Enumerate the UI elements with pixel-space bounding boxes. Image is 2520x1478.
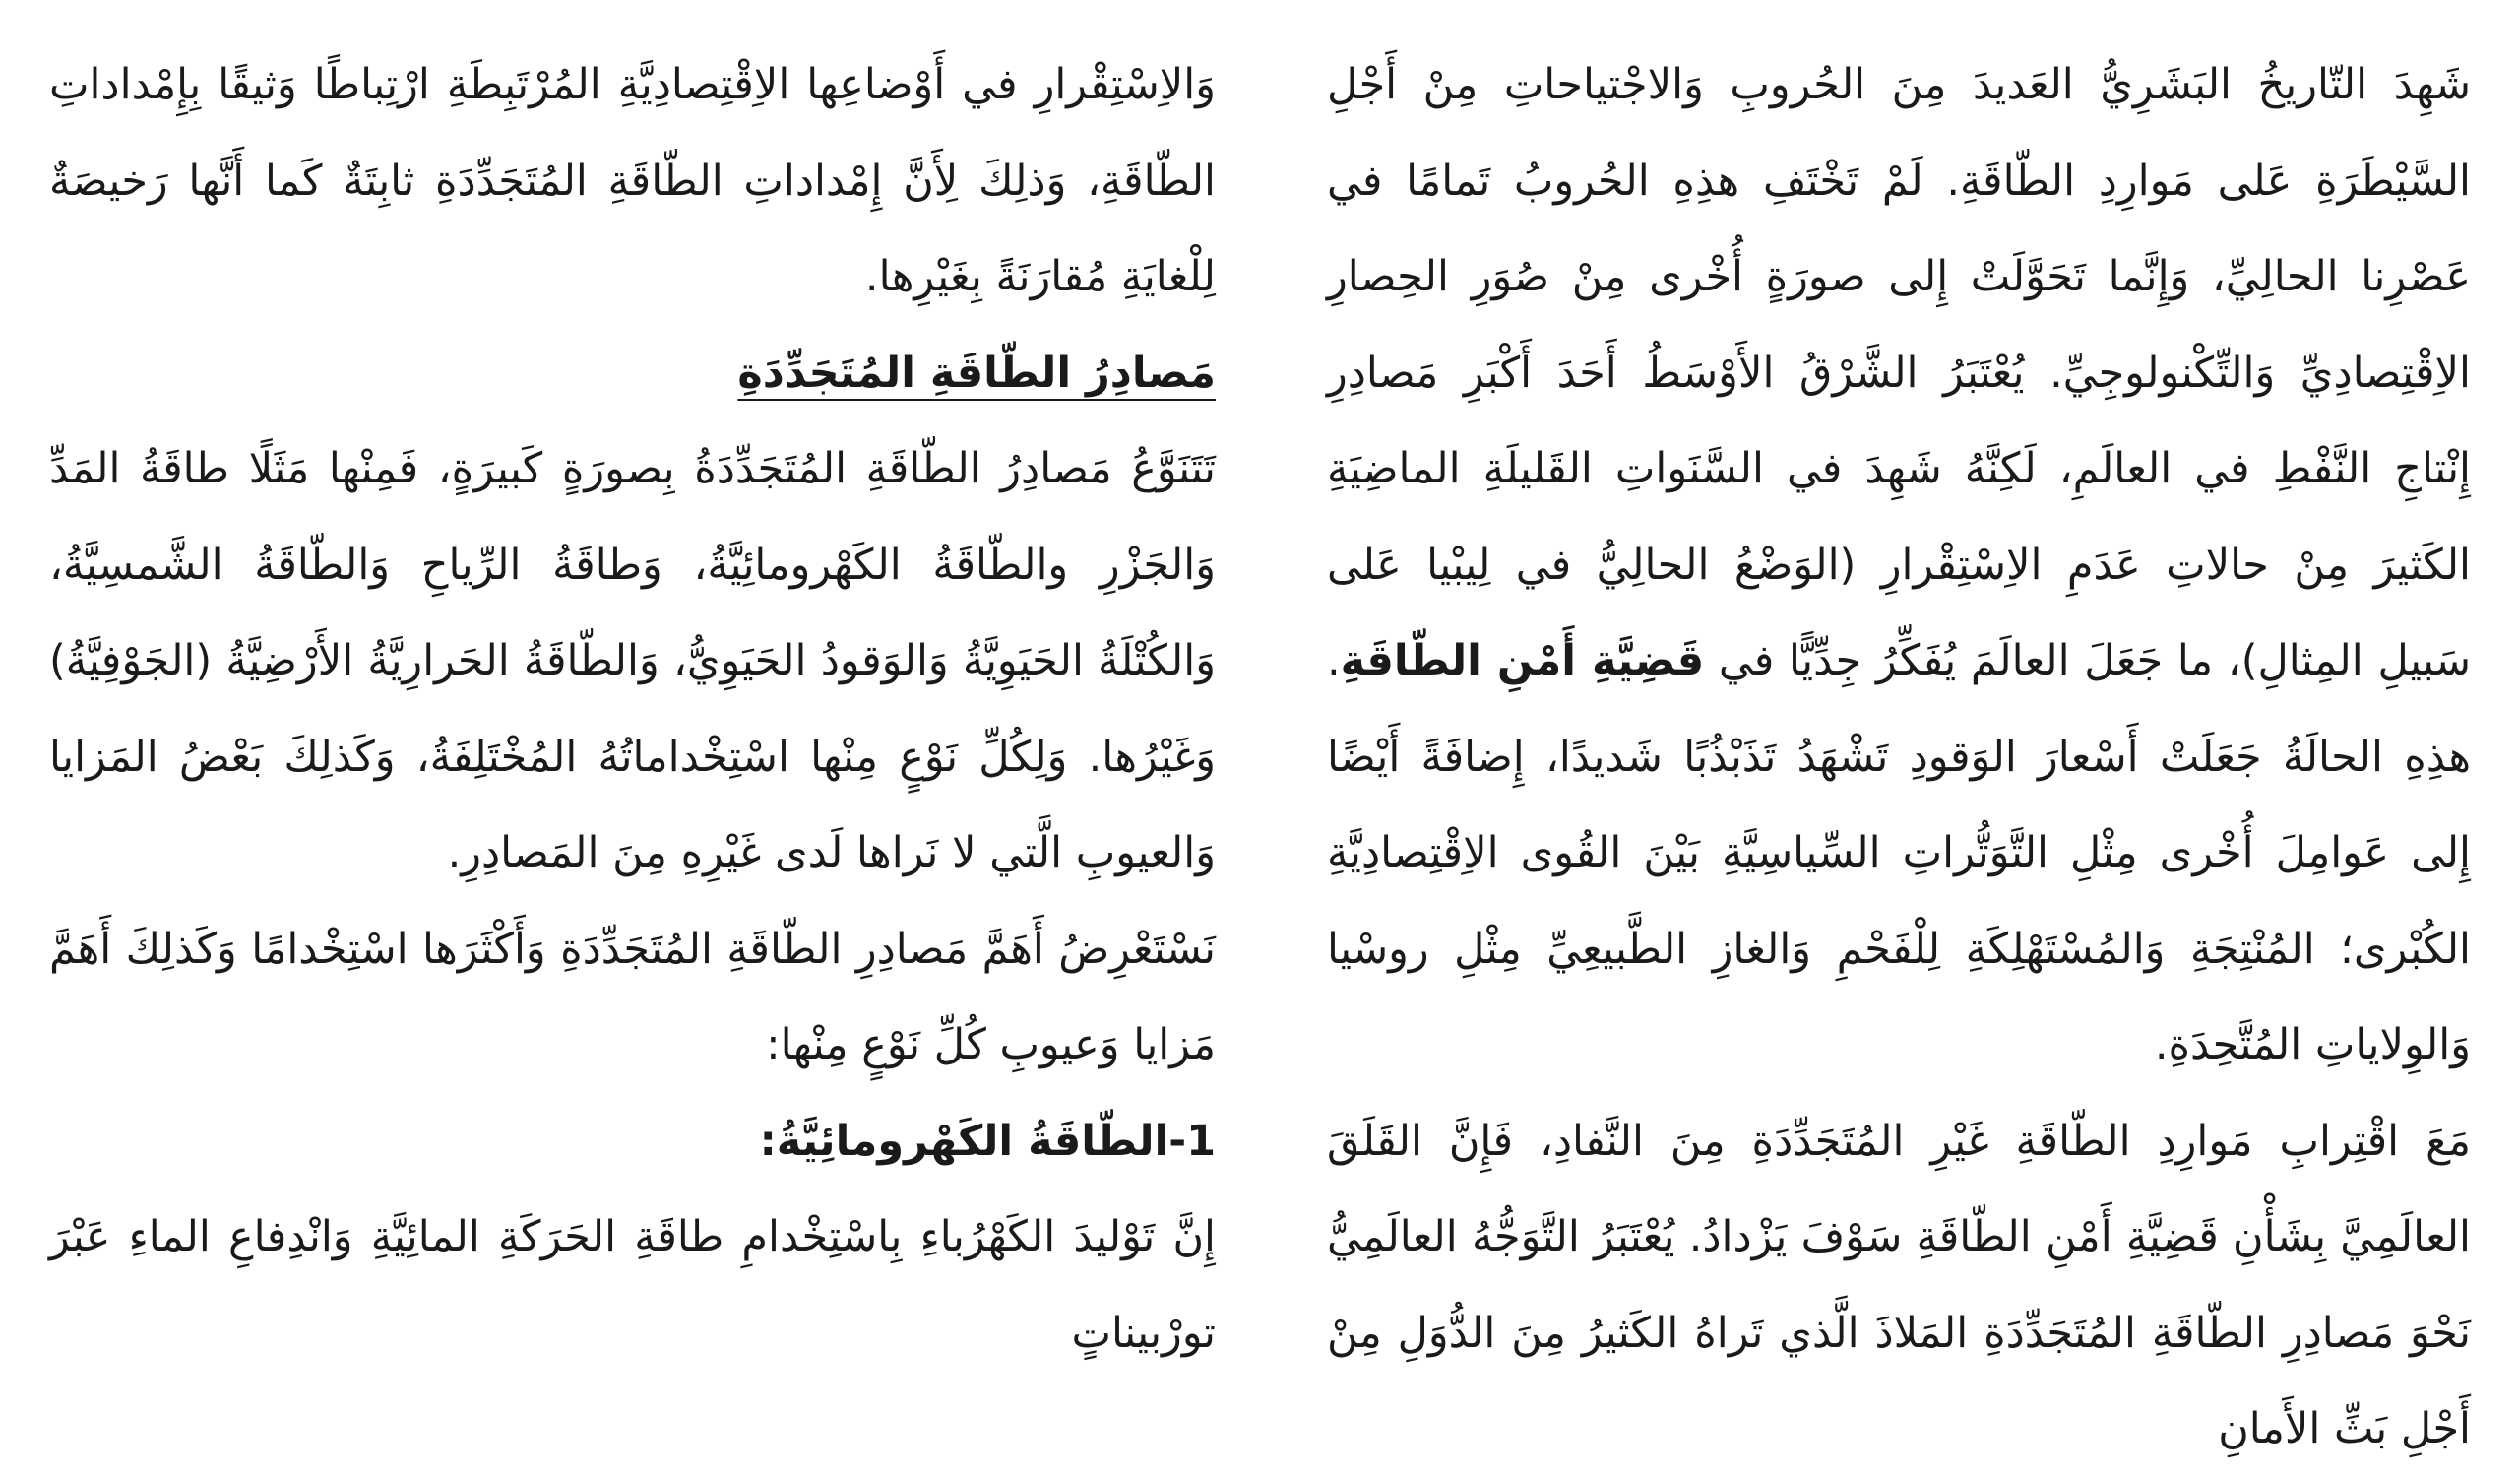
section-heading-renewable-sources	[49, 326, 1216, 422]
energy-security-term: قَضِيَّةِ أَمْنِ الطّاقَةِ	[1340, 636, 1705, 685]
left-column	[49, 37, 1216, 1396]
overview-paragraph: نَسْتَعْرِضُ أَهَمَّ مَصادِرِ الطّاقَةِ المُتَجَدِّدَةِ وَأَكْثَرَها اسْتِخْدامًا وَكَذلِكَ أَهَمَّ مَزايا وَعيوبِ كُلِّ نَوْعٍ مِنْها:	[49, 924, 1216, 1069]
subsection-heading-hydroelectric: 1-الطّاقَةُ الكَهْرومائِيَّةُ:	[759, 1116, 1216, 1166]
intro-text-part1: شَهِدَ التّاريخُ البَشَرِيُّ العَديدَ مِنَ الحُروبِ وَالاجْتياحاتِ مِنْ أَجْلِ السَّيْطَرَةِ عَلى مَوارِدِ الطّاقَةِ. لَمْ تَخْتَفِ هذِهِ الحُروبُ تَمامًا في عَصْرِنا الحالِيِّ، وَإِنَّما تَحَوَّلَتْ إِلى صورَةٍ أُخْرى مِنْ صُوَرِ الحِصارِ الاِقْتِصادِيِّ وَالتِّكْنولوجِيِّ. يُعْتَبَرُ الشَّرْقُ الأَوْسَطُ أَحَدَ أَكْبَرِ مَصادِرِ إِنْتاجِ النَّفْطِ في العالَمِ، لَكِنَّهُ شَهِدَ في السَّنَواتِ القَليلَةِ الماضِيَةِ الكَثيرَ مِنْ حالاتِ عَدَمِ الاِسْتِقْرارِ (الوَضْعُ الحالِيُّ في لِيبْيا عَلى سَبيلِ المِثالِ)، ما جَعَلَ العالَمَ يُفَكِّرُ جِدِّيًّا في	[1327, 60, 2471, 685]
intro-paragraph	[1327, 37, 2471, 1094]
renewable-shift-paragraph: مَعَ اقْتِرابِ مَوارِدِ الطّاقَةِ غَيْرِ المُتَجَدِّدَةِ مِنَ النَّفادِ، فَإِنَّ القَلَقَ العالَمِيَّ بِشَأْنِ قَضِيَّةِ أَمْنِ الطّاقَةِ سَوْفَ يَزْدادُ. يُعْتَبَرُ التَّوَجُّهُ العالَمِيُّ نَحْوَ مَصادِرِ الطّاقَةِ المُتَجَدِّدَةِ المَلاذَ الَّذي تَراهُ الكَثيرُ مِنَ الدُّوَلِ مِنْ أَجْلِ بَثِّ الأَمانِ	[1327, 1116, 2471, 1453]
document-page	[49, 37, 2471, 1453]
stability-paragraph: وَالاِسْتِقْرارِ في أَوْضاعِها الاِقْتِصادِيَّةِ المُرْتَبِطَةِ ارْتِباطًا وَثيقًا بِإِمْداداتِ الطّاقَةِ، وَذلِكَ لِأَنَّ إِمْداداتِ الطّاقَةِ المُتَجَدِّدَةِ ثابِتَةٌ كَما أَنَّها رَخيصَةٌ لِلْغايَةِ مُقارَنَةً بِغَيْرِها.	[49, 60, 1216, 301]
hydroelectric-paragraph: إِنَّ تَوْليدَ الكَهْرُباءِ بِاسْتِخْدامِ طاقَةِ الحَرَكَةِ المائِيَّةِ وَانْدِفاعِ الماءِ عَبْرَ تورْبيناتٍ	[49, 1212, 1216, 1358]
sources-paragraph: تَتَنَوَّعُ مَصادِرُ الطّاقَةِ المُتَجَدِّدَةُ بِصورَةٍ كَبيرَةٍ، فَمِنْها مَثَلًا طاقَةُ المَدِّ وَالجَزْرِ والطّاقَةُ الكَهْرومائِيَّةُ، وَطاقَةُ الرِّياحِ وَالطّاقَةُ الشَّمسِيَّةُ، وَالكُتْلَةُ الحَيَوِيَّةُ وَالوَقودُ الحَيَوِيُّ، وَالطّاقَةُ الحَرارِيَّةُ الأَرْضِيَّةُ (الجَوْفِيَّةُ) وَغَيْرُها. وَلِكُلِّ نَوْعٍ مِنْها اسْتِخْداماتُهُ المُخْتَلِفَةُ، وَكَذلِكَ بَعْضُ المَزايا وَالعيوبِ الَّتي لا نَراها لَدى غَيْرِهِ مِنَ المَصادِرِ.	[49, 444, 1216, 877]
right-column	[1327, 37, 2471, 1453]
intro-text-part2: . هذِهِ الحالَةُ جَعَلَتْ أَسْعارَ الوَقودِ تَشْهَدُ تَذَبْذُبًا شَديدًا، إِضافَةً أَيْضًا إِلى عَوامِلَ أُخْرى مِثْلِ التَّوَتُّراتِ السِّياسِيَّةِ بَيْنَ القُوى الاِقْتِصادِيَّةِ الكُبْرى؛ المُنْتِجَةِ وَالمُسْتَهْلِكَةِ لِلْفَحْمِ وَالغازِ الطَّبيعِيِّ مِثْلِ روسْيا وَالوِلاياتِ المُتَّحِدَةِ.	[1327, 636, 2471, 1069]
section-heading-text: مَصادِرُ الطّاقَةِ المُتَجَدِّدَةِ	[737, 348, 1216, 398]
